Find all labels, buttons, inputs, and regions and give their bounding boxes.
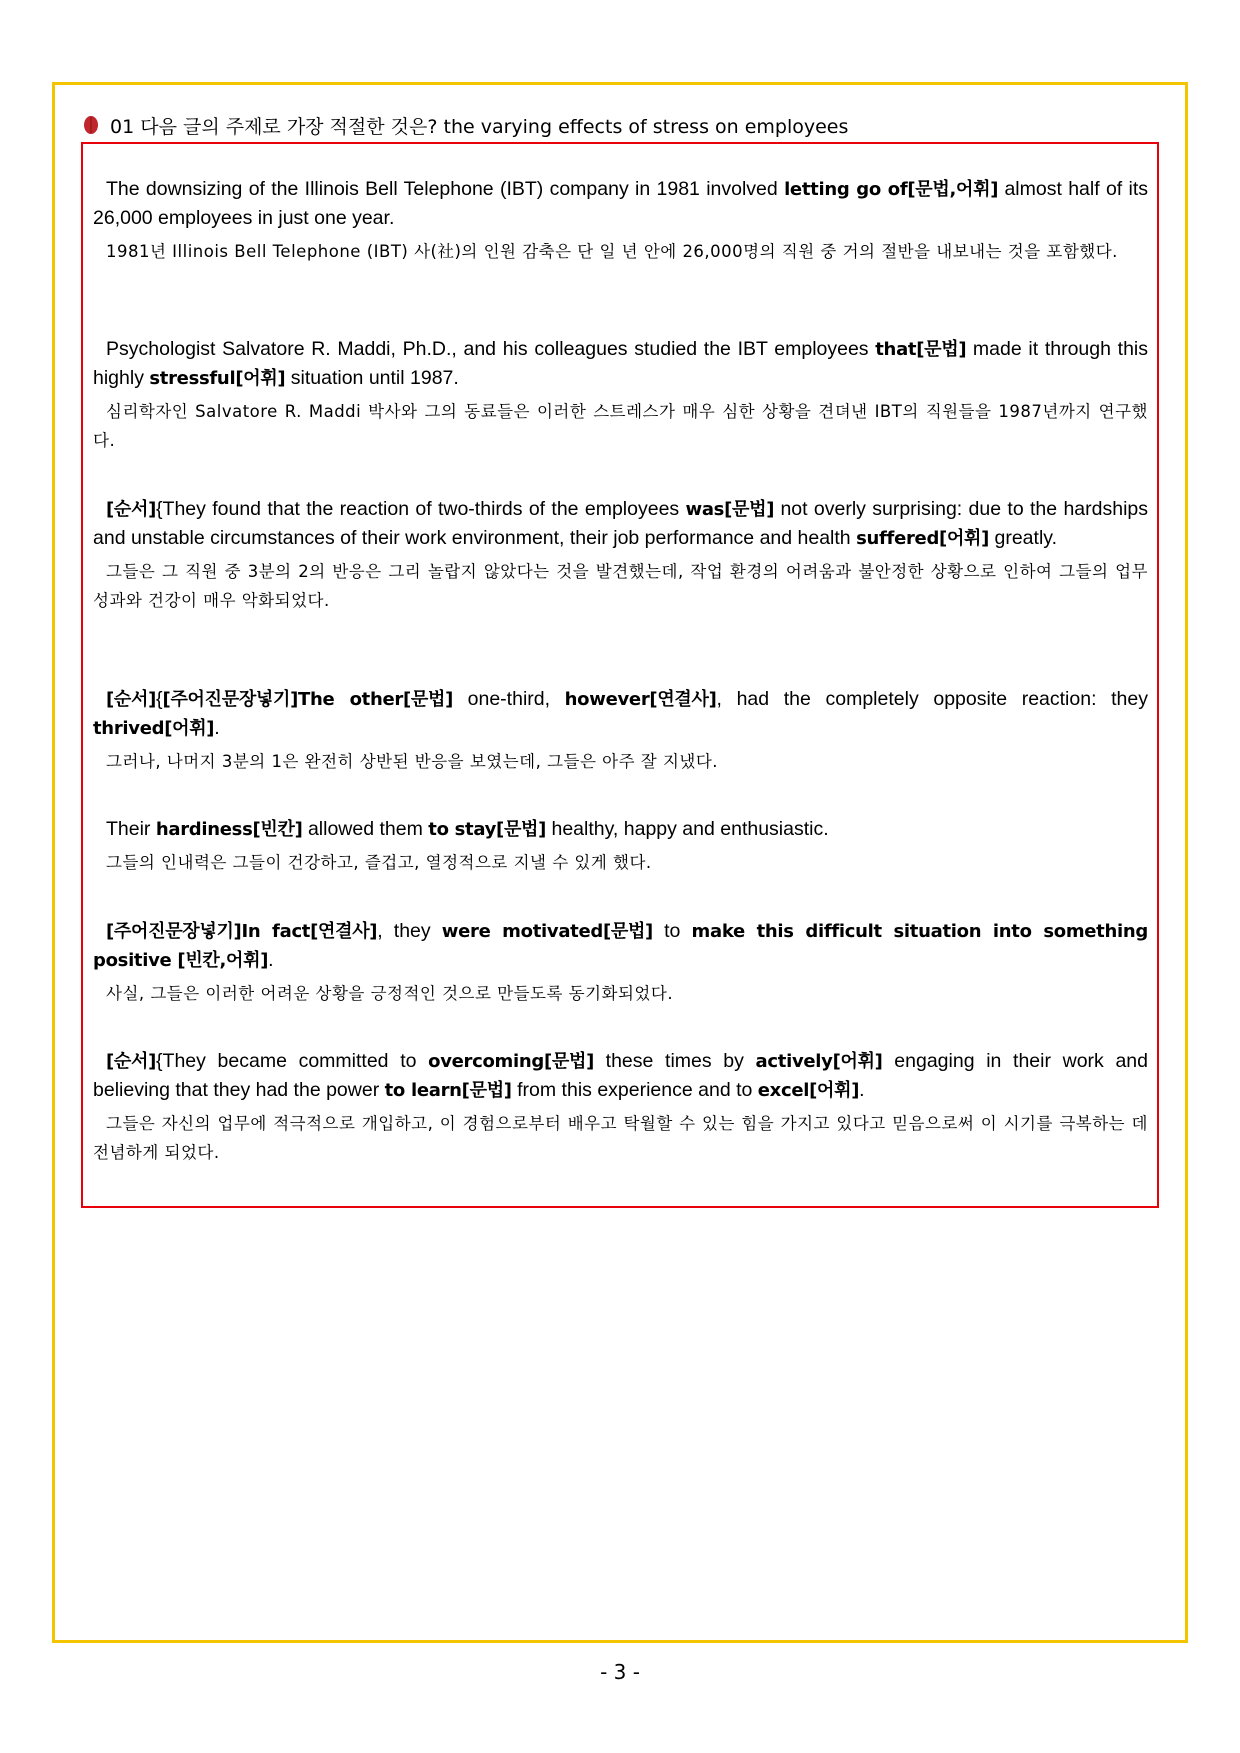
korean-translation: 그들은 그 직원 중 3분의 2의 반응은 그리 놀랍지 않았다는 것을 발견했는데, 작업 환경의 어려움과 불안정한 상황으로 인하여 그들의 업무 성과와 건강이 매우 악화되었다.: [93, 562, 1148, 610]
annotated-phrase: was[문법]: [685, 499, 775, 520]
annotated-phrase: that[문법]: [875, 339, 967, 360]
sentence-text: {They found that the reaction of two-thirds of the employees: [156, 498, 686, 520]
korean-translation: 심리학자인 Salvatore R. Maddi 박사와 그의 동료들은 이러한 스트레스가 매우 심한 상황을 견뎌낸 IBT의 직원들을 1987년까지 연구했다.: [93, 402, 1148, 450]
annotated-phrase: stressful[어휘]: [149, 368, 286, 389]
annotated-phrase: thrived[어휘]: [93, 718, 215, 739]
sentence-text: , they: [377, 920, 442, 942]
page-number: - 3 -: [600, 1660, 640, 1684]
annotated-phrase: make this difficult situation into something positive [빈칸,어휘]: [93, 921, 1148, 971]
english-sentence: [93, 917, 1148, 975]
paragraph-2: [93, 335, 1148, 455]
red-leaf-bullet-icon: [82, 115, 100, 135]
english-sentence: [93, 495, 1148, 553]
sentence-text: from this experience and to: [511, 1079, 758, 1101]
korean-translation: 사실, 그들은 이러한 어려운 상황을 긍정적인 것으로 만들도록 동기화되었다.: [106, 984, 674, 1003]
sentence-text: to: [653, 920, 692, 942]
annotated-phrase: excel[어휘]: [757, 1080, 860, 1101]
annotated-phrase: [주어진문장넣기]The other[문법]: [162, 689, 454, 710]
sentence-text: {They became committed to: [156, 1050, 429, 1072]
annotated-phrase: to learn[문법]: [384, 1080, 512, 1101]
paragraph-3: [93, 495, 1148, 615]
annotated-phrase: [순서]: [106, 1051, 157, 1072]
annotated-phrase: [주어진문장넣기]In fact[연결사]: [106, 921, 378, 942]
annotated-phrase: overcoming[문법]: [428, 1051, 594, 1072]
sentence-text: one-third,: [453, 688, 565, 710]
sentence-text: situation until 1987.: [285, 367, 459, 389]
korean-translation: 그들은 자신의 업무에 적극적으로 개입하고, 이 경험으로부터 배우고 탁월할 수 있는 힘을 가지고 있다고 믿음으로써 이 시기를 극복하는 데 전념하게 되었다.: [93, 1114, 1148, 1162]
annotated-phrase: letting go of[문법,어휘]: [784, 179, 999, 200]
sentence-text: not overly surprising: due to the hardships and unstable circumstances of their work environment, their job performance and health: [93, 498, 1148, 549]
korean-translation: 그들의 인내력은 그들이 건강하고, 즐겁고, 열정적으로 지낼 수 있게 했다.: [106, 853, 652, 872]
korean-translation: 그러나, 나머지 3분의 1은 완전히 상반된 반응을 보였는데, 그들은 아주 잘 지냈다.: [106, 752, 719, 771]
annotated-phrase: to stay[문법]: [428, 819, 547, 840]
sentence-text: {: [156, 688, 163, 710]
english-sentence: [93, 685, 1148, 743]
paragraph-7: [93, 1047, 1148, 1167]
sentence-text: The downsizing of the Illinois Bell Telephone (IBT) company in 1981 involved: [106, 178, 785, 200]
sentence-text: greatly.: [989, 527, 1057, 549]
sentence-text: , had the completely opposite reaction: they: [716, 688, 1148, 710]
paragraph-1: [93, 175, 1148, 266]
english-sentence: [93, 1047, 1148, 1105]
sentence-text: allowed them: [302, 818, 429, 840]
korean-translation: 1981년 Illinois Bell Telephone (IBT) 사(社)의 인원 감축은 단 일 년 안에 26,000명의 직원 중 거의 절반을 내보내는 것을 포함했다.: [106, 242, 1118, 261]
paragraph-4: [93, 685, 1148, 776]
english-sentence: [93, 335, 1148, 393]
sentence-text: made it through this highly: [93, 338, 1148, 389]
annotated-phrase: were motivated[문법]: [441, 921, 653, 942]
annotated-phrase: however[연결사]: [564, 689, 717, 710]
sentence-text: Psychologist Salvatore R. Maddi, Ph.D., and his colleagues studied the IBT employees: [106, 338, 876, 360]
english-sentence: [93, 815, 1148, 844]
sentence-text: .: [214, 717, 220, 739]
sentence-text: Their: [106, 818, 156, 840]
paragraph-5: [93, 815, 1148, 877]
annotated-phrase: suffered[어휘]: [856, 528, 990, 549]
sentence-text: .: [268, 949, 274, 971]
question-header: [82, 110, 848, 140]
annotated-phrase: [순서]: [106, 689, 157, 710]
sentence-text: .: [859, 1079, 865, 1101]
question-header-text: 01 다음 글의 주제로 가장 적절한 것은? the varying effects of stress on employees: [110, 115, 849, 138]
annotated-phrase: [순서]: [106, 499, 157, 520]
sentence-text: these times by: [594, 1050, 756, 1072]
annotated-phrase: actively[어휘]: [755, 1051, 883, 1072]
sentence-text: engaging in their work and believing that they had the power: [93, 1050, 1148, 1101]
paragraph-6: [93, 917, 1148, 1008]
sentence-text: almost half of its 26,000 employees in just one year.: [93, 178, 1149, 229]
annotated-phrase: hardiness[빈칸]: [155, 819, 303, 840]
english-sentence: [93, 175, 1148, 233]
sentence-text: healthy, happy and enthusiastic.: [546, 818, 829, 840]
